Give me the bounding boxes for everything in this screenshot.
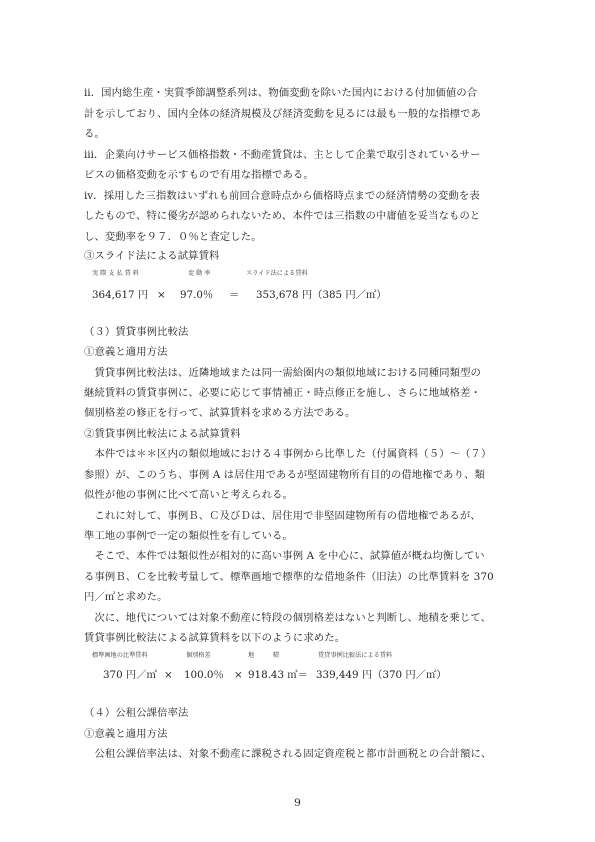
body-line: 準工地の事例で一定の類似性を有している。 xyxy=(84,530,293,542)
calc-header-slide-rent: スライド法による賃料 xyxy=(246,270,308,277)
body-line: これに対して、事例Ｂ、Ｃ及びＤは、居住用で非堅固建物所有の借地権であるが、 xyxy=(84,510,481,522)
body-line: ビスの価格変動を示すもので有用な指標である。 xyxy=(84,169,314,181)
calc-header-comparison-rent: 賃貸事例比較法による賃料 xyxy=(318,652,393,659)
calc-value-slide-rent: 353,678 円（385 円／㎡） xyxy=(256,289,387,301)
body-line: ⅱ．国内総生産・実質季節調整系列は、物価変動を除いた国内における付加価値の合 xyxy=(84,87,478,99)
calc-value-individual-factor: 100.0％ xyxy=(184,669,224,681)
section-heading: （４）公租公課倍率法 xyxy=(84,707,189,719)
calc-header-individual-factor: 個別格差 xyxy=(186,652,211,659)
body-line: そこで、本件では類似性が相対的に高い事例 A を中心に、試算値が概ね均衡してい xyxy=(84,550,485,562)
body-line: る。 xyxy=(84,128,105,140)
calc-operator-multiply: × xyxy=(234,669,243,681)
subsection-heading: ③スライド法による試算賃料 xyxy=(84,250,220,262)
body-line: 継続賃料の賃貸事例に、必要に応じて事情補正・時点修正を施し、さらに地域格差・ xyxy=(84,387,481,399)
subsection-heading: ①意義と適用方法 xyxy=(84,346,168,358)
calc-operator-multiply: × xyxy=(164,669,173,681)
body-line: る事例Ｂ、Ｃを比較考量して、標準画地で標準的な借地条件（旧法）の比準賃料を 370 xyxy=(84,571,494,583)
calc-header-change-rate: 変 動 率 xyxy=(188,270,211,277)
calc-operator-equals: ＝ xyxy=(229,289,240,301)
body-line: 賃貸事例比較法は、近隣地域または同一需給圏内の類似地域における同種同類型の xyxy=(84,367,481,379)
body-line: ⅳ．採用した三指数はいずれも前回合意時点から価格時点までの経済情勢の変動を表 xyxy=(84,190,480,202)
body-line: 計を示しており、国内全体の経済規模及び経済変動を見るには最も一般的な指標であ xyxy=(84,108,481,120)
calc-operator-multiply: × xyxy=(157,289,166,301)
body-line: 次に、地代については対象不動産に特段の個別格差はないと判断し、地積を乗じて、 xyxy=(84,612,492,624)
body-line: 公租公課倍率法は、対象不動産に課税される固定資産税と都市計画税との合計額に、 xyxy=(84,748,492,760)
body-line: 本件では＊＊区内の類似地域における４事例から比準した（付属資料（５）～（７） xyxy=(84,448,492,460)
calc-value-comparison-rent: 339,449 円（370 円／㎡） xyxy=(316,669,447,681)
calc-value-standard-rent: 370 円／㎡ xyxy=(103,669,157,681)
calc-value-land-area: 918.43 ㎡＝ xyxy=(248,669,308,681)
section-heading: （３）賃貸事例比較法 xyxy=(84,326,189,338)
calc-value-change-rate: 97.0％ xyxy=(180,289,214,301)
calc-header-standard-rent: 標準画地の比準賃料 xyxy=(92,652,148,659)
subsection-heading: ②賃貸事例比較法による試算賃料 xyxy=(84,428,241,440)
page-number: 9 xyxy=(294,797,301,809)
calc-header-actual-rent: 実 際 支 払 賃 料 xyxy=(92,270,139,277)
subsection-heading: ①意義と適用方法 xyxy=(84,728,168,740)
body-line: し、変動率を９７．０％と査定した。 xyxy=(84,231,262,243)
calc-value-actual-rent: 364,617 円 xyxy=(92,289,149,301)
body-line: 個別格差の修正を行って、試算賃料を求める方法である。 xyxy=(84,407,356,419)
body-line: 参照）が、このうち、事例 A は居住用であるが堅固建物所有目的の借地権であり、類 xyxy=(84,469,485,481)
body-line: 円／㎡と求めた。 xyxy=(84,591,168,603)
body-line: 賃貸事例比較法による試算賃料を以下のように求めた。 xyxy=(84,632,346,644)
body-line: したもので、特に優劣が認められないため、本件では三指数の中庸値を妥当なものと xyxy=(84,210,481,222)
calc-header-land-area: 地 積 xyxy=(248,652,279,659)
body-line: ⅲ．企業向けサービス価格指数・不動産賃貸は、主として企業で取引されているサー xyxy=(84,149,481,161)
body-line: 似性が他の事例に比べて高いと考えられる。 xyxy=(84,489,293,501)
